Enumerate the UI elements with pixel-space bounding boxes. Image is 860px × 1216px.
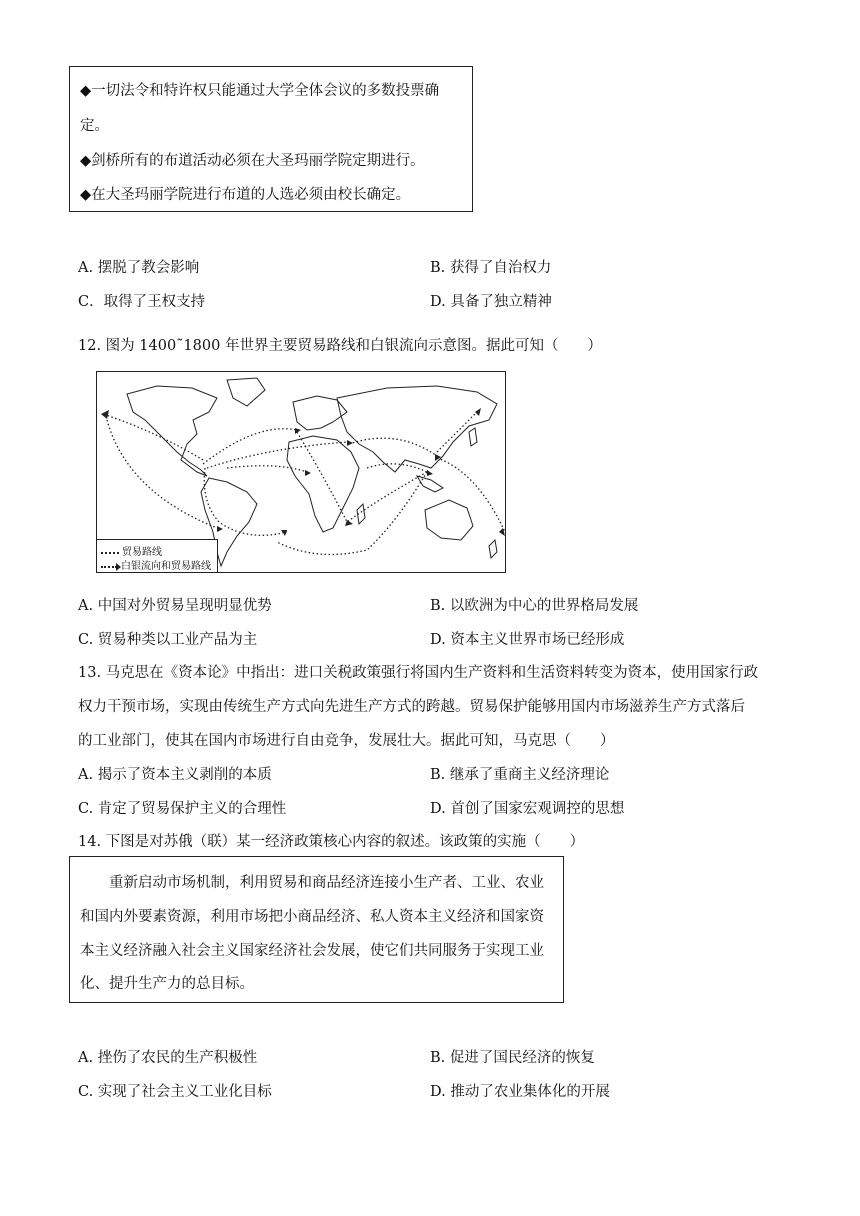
q13-stem-line-2: 权力干预市场，实现由传统生产方式向先进生产方式的跨越。贸易保护能够用国内市场滋养生产方式落后 xyxy=(78,699,745,715)
q14-option-c[interactable]: C. 实现了社会主义工业化目标 xyxy=(78,1084,272,1100)
legend-silver-flow: 白银流向和贸易路线 xyxy=(121,561,211,572)
q12-option-b[interactable]: B. 以欧洲为中心的世界格局发展 xyxy=(430,598,639,614)
quote-line: ◆一切法令和特许权只能通过大学全体会议的多数投票确 xyxy=(80,83,440,99)
q14-stem: 14. 下图是对苏俄（联）某一经济政策核心内容的叙述。该政策的实施（ ） xyxy=(78,834,585,850)
silver-flow-arrow-icon xyxy=(101,566,117,568)
quote-line: ◆剑桥所有的布道活动必须在大圣玛丽学院定期进行。 xyxy=(80,153,425,169)
q13-option-b[interactable]: B. 继承了重商主义经济理论 xyxy=(430,767,610,783)
trade-route-map xyxy=(96,371,506,573)
quote-box-nep xyxy=(69,856,564,1003)
q13-option-c[interactable]: C. 肯定了贸易保护主义的合理性 xyxy=(78,801,287,817)
quote-line: ◆在大圣玛丽学院进行布道的人选必须由校长确定。 xyxy=(80,187,411,203)
q11-option-b[interactable]: B. 获得了自治权力 xyxy=(430,260,552,276)
quote-line: 化、提升生产力的总目标。 xyxy=(80,976,254,992)
q12-option-c[interactable]: C. 贸易种类以工业产品为主 xyxy=(78,632,258,648)
q13-option-a[interactable]: A. 揭示了资本主义剥削的本质 xyxy=(78,767,272,783)
q11-option-a[interactable]: A. 摆脱了教会影响 xyxy=(78,260,200,276)
q13-stem-line-3: 的工业部门，使其在国内市场进行自由竞争，发展壮大。据此可知，马克思（ ） xyxy=(78,733,615,749)
q13-option-d[interactable]: D. 首创了国家宏观调控的思想 xyxy=(430,801,625,817)
q12-stem: 12. 图为 1400˜1800 年世界主要贸易路线和白银流向示意图。据此可知（ ） xyxy=(78,338,602,354)
q14-option-a[interactable]: A. 挫伤了农民的生产积极性 xyxy=(78,1050,258,1066)
trade-route-line-icon xyxy=(101,552,119,554)
quote-box-cambridge xyxy=(69,66,473,212)
q12-option-d[interactable]: D. 资本主义世界市场已经形成 xyxy=(430,632,625,648)
quote-line: 和国内外要素资源，利用市场把小商品经济、私人资本主义经济和国家资 xyxy=(80,909,544,925)
quote-line: 本主义经济融入社会主义国家经济社会发展，使它们共同服务于实现工业 xyxy=(80,943,544,959)
legend-trade-route: 贸易路线 xyxy=(122,547,162,558)
quote-line: 重新启动市场机制，利用贸易和商品经济连接小生产者、工业、农业 xyxy=(80,875,544,891)
q11-option-d[interactable]: D. 具备了独立精神 xyxy=(430,294,552,310)
quote-line: 定。 xyxy=(80,118,109,134)
q14-option-b[interactable]: B. 促进了国民经济的恢复 xyxy=(430,1050,595,1066)
q11-option-c[interactable]: C．取得了王权支持 xyxy=(78,294,206,310)
q12-option-a[interactable]: A. 中国对外贸易呈现明显优势 xyxy=(78,598,272,614)
q14-option-d[interactable]: D. 推动了农业集体化的开展 xyxy=(430,1084,610,1100)
map-legend xyxy=(97,539,218,572)
q13-stem-line-1: 13. 马克思在《资本论》中指出：进口关税政策强行将国内生产资料和生活资料转变为资本，使用国家行政 xyxy=(78,665,759,681)
